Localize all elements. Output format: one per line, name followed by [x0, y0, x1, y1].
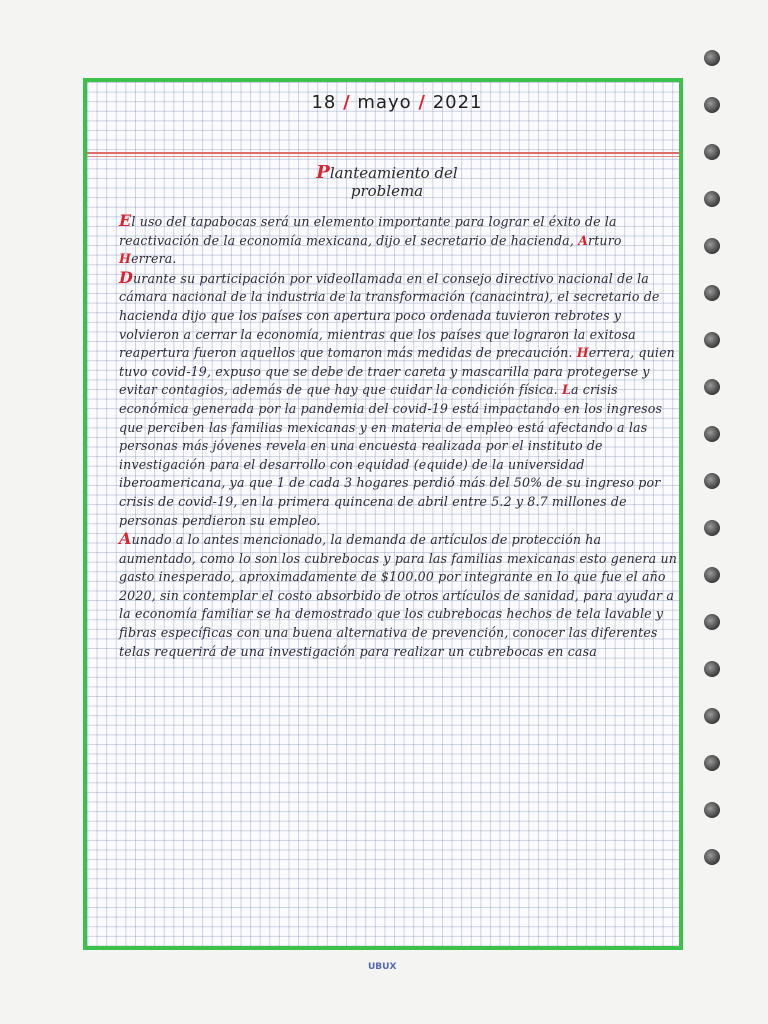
title-line2: problema [350, 182, 424, 200]
paragraph-text: errera, quien tuvo covid-19, expuso que se debe de traer careta y mascarilla para protegerse y evitar contagios, además de que hay que cuidar la condición física. [119, 345, 675, 398]
page-date [297, 92, 497, 113]
name-text: rturo [588, 232, 622, 248]
binding-ring-icon [704, 708, 720, 724]
name-initial: H [576, 345, 589, 361]
date-separator: / [418, 92, 426, 113]
binding-ring-icon [704, 802, 720, 818]
name-text: errera. [131, 251, 177, 267]
brand-logo: UBUX [368, 962, 397, 972]
binding-ring-icon [704, 285, 720, 301]
paragraph-text: urante su participación por videollamada en el consejo directivo nacional de la cámara nacional de la industria de la transformación (canacintra), el secretario de hacienda dijo que los países con apertura poco ordenada tuvieron rebrotes y volvieron a cerrar la economía, mientras que los países que lograron la exitosa reapertura fueron aquellos que tomaron más medidas de precaución. [119, 270, 660, 361]
body-text [119, 212, 679, 661]
binding-ring-icon [704, 473, 720, 489]
binding-ring-icon [704, 520, 720, 536]
drop-cap: E [119, 211, 132, 230]
binding-ring-icon [704, 144, 720, 160]
binding-ring-icon [704, 614, 720, 630]
binding-ring-icon [704, 755, 720, 771]
binding-ring-icon [704, 332, 720, 348]
paragraph-2 [119, 269, 679, 530]
name-initial: A [578, 232, 589, 248]
binding-ring-icon [704, 426, 720, 442]
binding-ring-icon [704, 238, 720, 254]
page-title [277, 164, 497, 200]
sentence-initial: L [561, 382, 571, 398]
date-year: 2021 [432, 92, 483, 113]
notebook-page [83, 78, 683, 950]
name-initial: H [119, 251, 132, 267]
header-rule-second [87, 156, 679, 157]
header-rule [87, 152, 679, 154]
title-first-letter: P [316, 162, 330, 183]
binding-ring-icon [704, 50, 720, 66]
paragraph-text: a crisis económica generada por la pandemia del covid-19 está impactando en los ingresos que perciben las familias mexicanas y en materia de empleo está afectando a las personas más jóvenes revela en una encuesta realizada por el instituto de investigación para el desarrollo con equidad (equide) de la universidad iberoamericana, ya que 1 de cada 3 hogares perdió más del 50% de su ingreso por crisis de covid-19, en la primera quincena de abril entre 5.2 y 8.7 millones de personas perdieron su empleo. [119, 382, 663, 528]
drop-cap: D [119, 267, 134, 287]
binding-ring-icon [704, 849, 720, 865]
paragraph-text: unado a lo antes mencionado, la demanda de artículos de protección ha aumentado, como lo son los cubrebocas y para las familias mexicanas esto genera un gasto inesperado, aproximadamente de $100.00 por integrante en lo que fue el año 2020, sin contemplar el costo absorbido de otros artículos de sanidad, para ayudar a la economía familiar se ha demostrado que los cubrebocas hechos de tela lavable y fibras específicas con una buena alternativa de prevención, conocer las diferentes telas requerirá de una investigación para realizar un cubrebocas en casa [119, 532, 677, 659]
drop-cap: A [119, 529, 132, 549]
binding-ring-icon [704, 379, 720, 395]
date-separator: / [343, 92, 351, 113]
binding-ring-icon [704, 97, 720, 113]
title-line1: lanteamiento del [329, 164, 458, 182]
date-day: 18 [311, 92, 337, 113]
paragraph-3 [119, 530, 679, 661]
binding-ring-icon [704, 661, 720, 677]
paragraph-text: l uso del tapabocas será un elemento importante para lograr el éxito de la reactivación de la economía mexicana, dijo el secretario de hacienda, [119, 214, 617, 248]
date-month: mayo [357, 92, 412, 113]
binding-ring-icon [704, 567, 720, 583]
paragraph-1 [119, 212, 679, 269]
binding-ring-icon [704, 191, 720, 207]
